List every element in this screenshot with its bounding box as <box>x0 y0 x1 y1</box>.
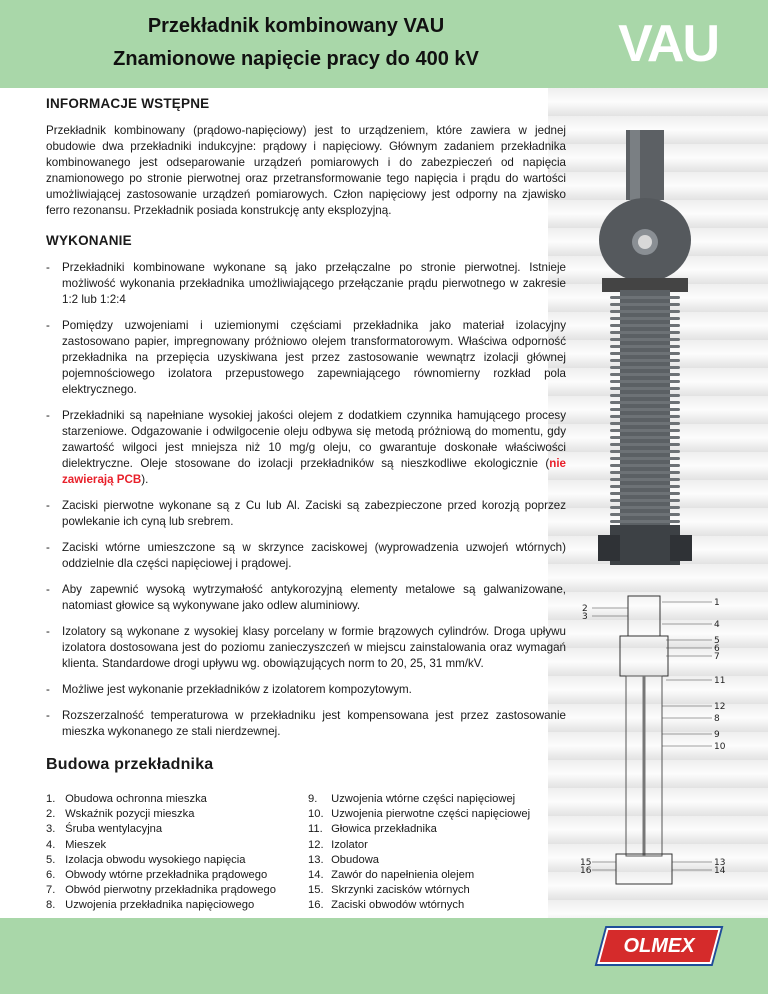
list-item: - Rozszerzalność temperaturowa w przekładniku jest kompensowana jest przez zastosowanie mieszka wykonanego ze stali nierdzewnej. <box>46 708 566 740</box>
part-item: 4. Mieszek <box>46 838 107 851</box>
list-item: - Możliwe jest wykonanie przekładników z izolatorem kompozytowym. <box>46 682 566 698</box>
olmex-logo: OLMEX <box>597 928 721 964</box>
insulator-shed <box>610 401 680 404</box>
callout-label: 1 <box>714 598 720 608</box>
list-item: - Izolatory są wykonane z wysokiej klasy porcelany w formie brązowych cylindrów. Droga upływu izolatora dostosowana jest do poziomu zanieczyszczeń w miejscu zainstalowania oraz wymagań klienta. Standardowe drogi upływu wg. obowiązujących norm to 20, 25, 31 mm/kV. <box>46 624 566 672</box>
base-housing <box>610 525 680 565</box>
part-item: 16. Zaciski obwodów wtórnych <box>308 899 465 912</box>
part-item: 15. Skrzynki zacisków wtórnych <box>308 884 470 897</box>
list-item: - Pomiędzy uzwojeniami i uziemionymi częściami przekładnika jako materiał izolacyjny zastosowano papier, impregnowany próżniowo olejem transformatorowym. Właściwa odporność przekładnika na przepięcia uzyskiwana jest przez zastosowanie wewnątrz izolacji głównej pojemnościowego izolatora przepustowego zapewniającego równomierny rozkład pola elektrycznego. <box>46 318 566 398</box>
callout-lines <box>592 602 712 870</box>
insulator-shed <box>610 352 680 355</box>
insulator-shed <box>610 443 680 446</box>
insulator-shed <box>610 359 680 362</box>
insulator-shed <box>610 387 680 390</box>
insulator-shed <box>610 303 680 306</box>
insulator-shed <box>610 366 680 369</box>
insulator-shed <box>610 373 680 376</box>
insulator-shed <box>610 331 680 334</box>
list-item-oil <box>46 408 566 488</box>
insulator-shed <box>610 457 680 460</box>
insulator-shed <box>610 485 680 488</box>
callout-label: 6 <box>714 644 720 654</box>
callout-label: 3 <box>582 612 588 622</box>
page-title <box>26 10 566 76</box>
insulator-shed <box>610 380 680 383</box>
part-item: 6. Obwody wtórne przekładnika prądowego <box>46 869 268 882</box>
callout-label: 13 <box>714 858 726 868</box>
insulator-shed <box>610 492 680 495</box>
list-item: - Przekładniki kombinowane wykonane są jako przełączalne po stronie pierwotnej. Istnieje możliwość wykonania przekładnika umożliwiającego przełączanie prądu pierwotnego w zakresie 1:2 lub 1:2:4 <box>46 260 566 308</box>
insulator-shed <box>610 422 680 425</box>
insulator-shed <box>610 338 680 341</box>
title-line-2: Znamionowe napięcie pracy do 400 kV <box>113 48 479 70</box>
page-header <box>0 0 768 88</box>
oil-text: Przekładniki są napełniane wysokiej jakości olejem z dodatkiem czynnika hamującego procesy starzeniowe. Odgazowanie i odwilgocenie oleju odbywa się metodą próżniową do momentu, gdy zawartość wilgoci jest mniejsza niż 10 mg/g oleju, co gwarantuje doskonałe właściwości dielektryczne. Oleje stosowane do izolacji przekładników są nieszkodliwe ekologicznie ( <box>62 409 566 470</box>
insulator-shed <box>610 345 680 348</box>
insulator-shed <box>610 436 680 439</box>
callout-label: 2 <box>582 604 588 614</box>
insulator-shed <box>610 310 680 313</box>
insulator-shed <box>610 429 680 432</box>
insulator-shed <box>610 394 680 397</box>
part-item: 8. Uzwojenia przekładnika napięciowego <box>46 899 255 912</box>
intro-text: Przekładnik kombinowany (prądowo-napięciowy) jest to urządzeniem, które zawiera w jednej obudowie dwa przekładniki indukcyjne: prądowy i napięciowy. Głównym zadaniem przekładnika kombinowanego jest odseparowanie urządzeń pomiarowych i do zabezpieczeń od napięcia znamionowego po stronie pierwotnej oraz przetransformowanie tego napięcia i prądu do wartości umożliwiającej zastosowanie urządzeń pomiarowych. Człon napięciowy jest odporny na zjawisko ferro rezonansu. Przekładnik posiada konstrukcję anty eksplozyjną. <box>46 124 566 217</box>
part-item: 10. Uzwojenia pierwotne części napięciowej <box>308 808 531 821</box>
insulator-shed <box>610 506 680 509</box>
callout-label: 12 <box>714 702 726 712</box>
insulator-shed <box>610 324 680 327</box>
part-item: 11. Głowica przekładnika <box>308 823 437 836</box>
callout-label: 16 <box>580 866 592 876</box>
cross-section-diagram <box>580 592 730 892</box>
part-item: 5. Izolacja obwodu wysokiego napięcia <box>46 853 246 866</box>
callout-label: 9 <box>714 730 720 740</box>
list-item: - Aby zapewnić wysoką wytrzymałość antykorozyjną elementy metalowe są galwanizowane, natomiast głowice są wykonywane jako odlew aluminiowy. <box>46 582 566 614</box>
insulator-shed <box>610 513 680 516</box>
list-item: - Zaciski wtórne umieszczone są w skrzynce zaciskowej (wyprowadzenia uzwojeń wtórnych) oddzielnie dla części napięciowej i prądowej. <box>46 540 566 572</box>
insulator-shed <box>610 317 680 320</box>
insulator-shed <box>610 478 680 481</box>
callout-label: 11 <box>714 676 726 686</box>
no-pcb-highlight: nie zawierają PCB <box>62 457 566 486</box>
transformer-photo <box>580 130 710 570</box>
parts-column-left <box>46 792 306 914</box>
insulator-shed <box>610 296 680 299</box>
callout-label: 5 <box>714 636 720 646</box>
callout-label: 8 <box>714 714 720 724</box>
part-item: 2. Wskaźnik pozycji mieszka <box>46 808 195 821</box>
page-footer <box>0 918 768 994</box>
callout-label: 7 <box>714 652 720 662</box>
parts-column-right <box>308 792 568 914</box>
oil-text-end: ). <box>141 473 149 486</box>
callout-label: 15 <box>580 858 592 868</box>
budowa-heading: Budowa przekładnika <box>46 756 214 773</box>
part-item: 12. Izolator <box>308 838 368 851</box>
insulator-shed <box>610 499 680 502</box>
callout-label: 10 <box>714 742 726 752</box>
part-item: 1. Obudowa ochronna mieszka <box>46 793 207 805</box>
insulator-sheds <box>610 290 680 560</box>
list-item: - Zaciski pierwotne wykonane są z Cu lub Al. Zaciski są zabezpieczone przed korozją poprzez powlekanie ich cyną lub srebrem. <box>46 498 566 530</box>
part-item: 14. Zawór do napełnienia olejem <box>308 869 475 882</box>
insulator-shed <box>610 408 680 411</box>
insulator-shed <box>610 471 680 474</box>
insulator-shed <box>610 520 680 523</box>
callout-label: 4 <box>714 620 720 630</box>
main-content <box>46 90 566 786</box>
part-item: 7. Obwód pierwotny przekładnika prądowego <box>46 884 276 897</box>
title-line-1: Przekładnik kombinowany VAU <box>147 15 445 37</box>
wykonanie-list <box>46 260 566 740</box>
insulator-shed <box>610 464 680 467</box>
part-item: 9. Uzwojenia wtórne części napięciowej <box>308 793 516 805</box>
part-item: 13. Obudowa <box>308 853 380 866</box>
wykonanie-heading: WYKONANIE <box>46 233 132 248</box>
intro-heading: INFORMACJE WSTĘPNE <box>46 96 210 111</box>
vau-logo: VAU <box>618 15 718 73</box>
insulator-shed <box>610 415 680 418</box>
part-item: 3. Śruba wentylacyjna <box>46 823 163 836</box>
insulator-shed <box>610 450 680 453</box>
callout-label: 14 <box>714 866 726 876</box>
